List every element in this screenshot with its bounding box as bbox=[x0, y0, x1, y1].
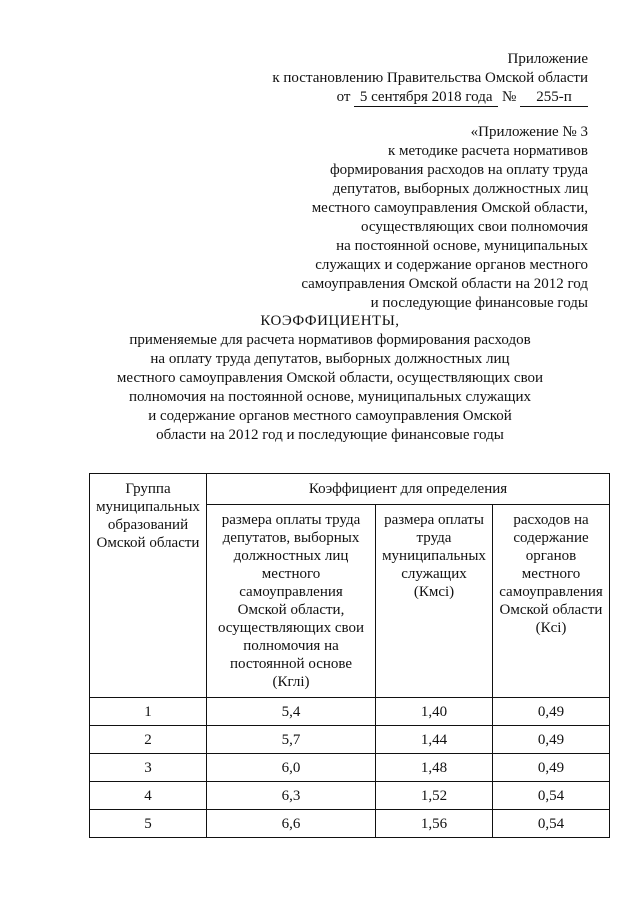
coefficient-group-header: Коэффициент для определения bbox=[207, 474, 610, 505]
resolution-number: 255-п bbox=[520, 89, 588, 107]
heading-line: полномочия на постоянной основе, муниципальных служащих bbox=[128, 389, 532, 405]
number-prefix: № bbox=[501, 89, 517, 105]
method-line: осуществляющих свои полномочия bbox=[361, 219, 588, 235]
date-prefix: от bbox=[336, 89, 351, 105]
appendix-title: Приложение bbox=[507, 51, 588, 67]
appendix-date-line bbox=[272, 88, 588, 107]
method-line: «Приложение № 3 bbox=[470, 124, 588, 140]
group-cell: 1 bbox=[90, 698, 207, 726]
employees-coef-cell: 1,56 bbox=[376, 810, 493, 838]
appendix-resolution: к постановлению Правительства Омской области bbox=[272, 70, 588, 86]
method-line: самоуправления Омской области на 2012 год bbox=[301, 276, 588, 292]
table-row bbox=[90, 726, 610, 754]
heading-line: области на 2012 год и последующие финансовые годы bbox=[156, 427, 504, 443]
deputies-coef-cell: 5,4 bbox=[207, 698, 376, 726]
heading-line: и содержание органов местного самоуправления Омской bbox=[148, 408, 512, 424]
deputies-coef-header: размера оплаты труда депутатов, выборных должностных лиц местного самоуправления Омской области, осуществляющих свои полномочия на постоянной основе (Кглi) bbox=[207, 505, 376, 698]
maintenance-coef-cell: 0,54 bbox=[493, 810, 610, 838]
group-cell: 4 bbox=[90, 782, 207, 810]
group-cell: 2 bbox=[90, 726, 207, 754]
table-row bbox=[90, 754, 610, 782]
heading-line: применяемые для расчета нормативов формирования расходов bbox=[129, 332, 531, 348]
deputies-coef-cell: 6,6 bbox=[207, 810, 376, 838]
table-row bbox=[90, 810, 610, 838]
group-cell: 3 bbox=[90, 754, 207, 782]
maintenance-coef-cell: 0,49 bbox=[493, 726, 610, 754]
method-line: депутатов, выборных должностных лиц bbox=[332, 181, 588, 197]
method-line: местного самоуправления Омской области, bbox=[311, 200, 588, 216]
employees-coef-cell: 1,44 bbox=[376, 726, 493, 754]
deputies-coef-cell: 5,7 bbox=[207, 726, 376, 754]
method-line: служащих и содержание органов местного bbox=[315, 257, 588, 273]
employees-coef-cell: 1,40 bbox=[376, 698, 493, 726]
coefficients-table bbox=[89, 473, 610, 838]
appendix-header bbox=[272, 50, 588, 107]
method-appendix bbox=[258, 123, 588, 313]
group-cell: 5 bbox=[90, 810, 207, 838]
heading-title: КОЭФФИЦИЕНТЫ, bbox=[260, 313, 400, 329]
method-line: к методике расчета нормативов bbox=[387, 143, 588, 159]
heading-line: местного самоуправления Омской области, осуществляющих свои bbox=[116, 370, 544, 386]
maintenance-coef-cell: 0,54 bbox=[493, 782, 610, 810]
employees-coef-header: размера оплаты труда муниципальных служащих (Кмсi) bbox=[376, 505, 493, 698]
method-line: и последующие финансовые годы bbox=[370, 295, 588, 311]
resolution-date: 5 сентября 2018 года bbox=[354, 89, 498, 107]
table-row bbox=[90, 782, 610, 810]
table-header-row bbox=[90, 474, 610, 505]
maintenance-coef-cell: 0,49 bbox=[493, 698, 610, 726]
document-heading bbox=[60, 312, 600, 445]
deputies-coef-cell: 6,0 bbox=[207, 754, 376, 782]
method-line: на постоянной основе, муниципальных bbox=[336, 238, 588, 254]
employees-coef-cell: 1,48 bbox=[376, 754, 493, 782]
method-line: формирования расходов на оплату труда bbox=[329, 162, 588, 178]
deputies-coef-cell: 6,3 bbox=[207, 782, 376, 810]
maintenance-coef-header: расходов на содержание органов местного самоуправления Омской области (Кci) bbox=[493, 505, 610, 698]
table-row bbox=[90, 698, 610, 726]
maintenance-coef-cell: 0,49 bbox=[493, 754, 610, 782]
heading-line: на оплату труда депутатов, выборных должностных лиц bbox=[150, 351, 510, 367]
employees-coef-cell: 1,52 bbox=[376, 782, 493, 810]
group-column-header: Группа муниципальных образований Омской области bbox=[90, 474, 207, 698]
